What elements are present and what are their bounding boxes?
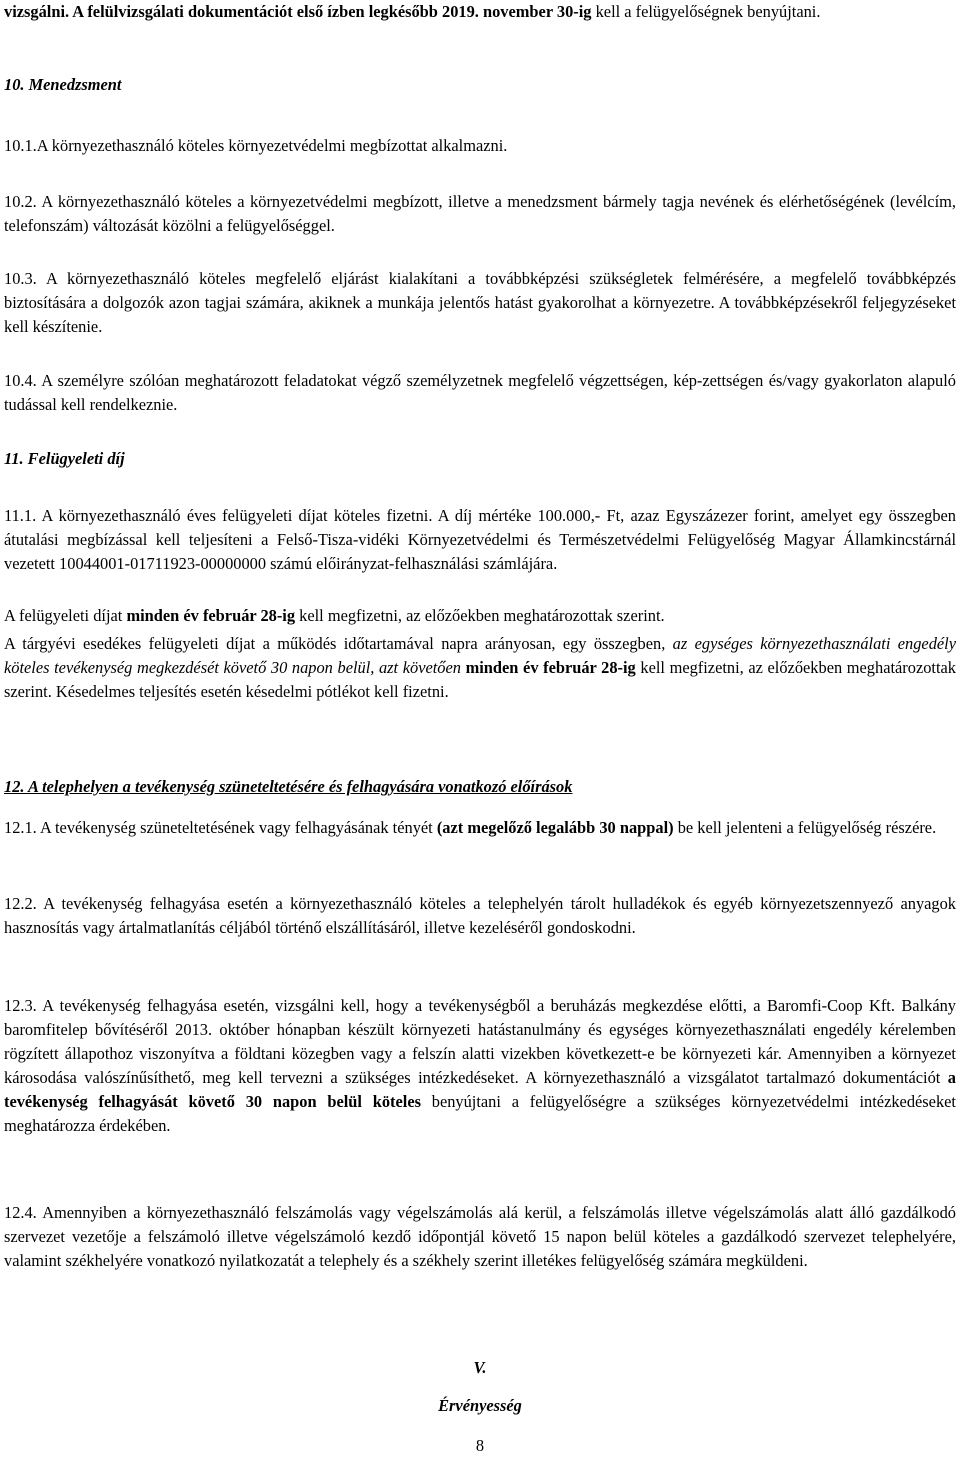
- fee-deadline-rest: kell megfizetni, az előzőekben meghatározottak szerint.: [295, 606, 665, 625]
- paragraph-10-4: 10.4. A személyre szólóan meghatározott feladatokat végző személyzetnek megfelelő végzettségen, kép-zettségen és/vagy gyakorlaton alapuló tudással kell rendelkeznie.: [4, 371, 956, 414]
- paragraph-10-3: 10.3. A környezethasználó köteles megfelelő eljárást kialakítani a továbbképzési szükségletek felmérésére, a megfelelő továbbképzés biztosítására a dolgozók azon tagjai számára, akiknek a munkája jelentős hatást gyakorolhat a környezetre. A továbbképzésekről feljegyzéseket kell készítenie.: [4, 269, 956, 336]
- paragraph-12-4: 12.4. Amennyiben a környezethasználó felszámolás vagy végelszámolás alá kerül, a felszámolás illetve végelszámolás alatt álló gazdálkodó szervezet vezetője a felszámoló illetve végelszámoló kezdő időpontjál követő 15 napon belül köteles a gazdálkodó szervezet telephelyére, valamint székhelyére vonatkozó nyilatkozatát a telephely és a székhely szerint illetékes felügyelőség számára megküldeni.: [4, 1203, 956, 1270]
- section-title: Érvényesség: [438, 1396, 522, 1415]
- paragraph-11-2: [4, 604, 956, 628]
- paragraph-review-deadline: [4, 0, 956, 24]
- suspension-rest: be kell jelenteni a felügyelőség részére.: [673, 818, 937, 837]
- heading-10: 10. Menedzsment: [4, 75, 122, 94]
- suspension-text: 12.1. A tevékenység szüneteltetésének vagy felhagyásának tényét: [4, 818, 437, 837]
- annual-fee-bold: minden év február 28-ig: [465, 658, 636, 677]
- cessation-bold: a tevékenység felhagyását követő 30 napon belül köteles: [4, 1068, 956, 1111]
- section-number: V.: [473, 1358, 487, 1377]
- paragraph-10-2: 10.2. A környezethasználó köteles a környezetvédelmi megbízott, illetve a menedzsment bármely tagja nevének és elérhetőségének (levélcím, telefonszám) változását közölni a felügyelőséggel.: [4, 192, 956, 235]
- annual-fee-rest: kell megfizetni, az előzőekben meghatározottak szerint. Késedelmes teljesítés esetén késedelmi pótlékot kell fizetni.: [4, 658, 957, 701]
- heading-12: 12. A telephelyen a tevékenység szüneteltetésére és felhagyására vonatkozó előírások: [4, 777, 573, 796]
- annual-fee-text: A tárgyévi esedékes felügyeleti díjat a működés időtartamával napra arányosan, egy összegben,: [4, 634, 673, 653]
- paragraph-12-2: 12.2. A tevékenység felhagyása esetén a környezethasználó köteles a telephelyén tárolt hulladékok és egyéb környezetszennyező anyagok hasznosítás vagy ártalmatlanítás céljából történő elszállításáról, illetve kezeléséről gondoskodni.: [4, 894, 956, 937]
- paragraph-12-1: [4, 816, 956, 840]
- paragraph-11-1: 11.1. A környezethasználó éves felügyeleti díjat köteles fizetni. A díj mértéke 100.000,- Ft, azaz Egyszázezer forint, amelyet egy összegben átutalási megbízással kell teljesíteni a Felső-Tisza-vidéki Környezetvédelmi és Természetvédelmi Felügyelőség Magyar Államkincstárnál vezetett 10044001-01711923-00000000 számú előirányzat-felhasználási számlájára.: [4, 506, 956, 573]
- cessation-text: 12.3. A tevékenység felhagyása esetén, vizsgálni kell, hogy a tevékenységből a beruházás megkezdése előtti, a Baromfi-Coop Kft. Balkány baromfitelep bővítéséről 2013. október hónapban készült környezeti hatástanulmány és egységes környezethasználati engedély kérelemben rögzített állapothoz viszonyítva a földtani közegben vagy a felszín alatti vizekben következett-e be környezeti kár. Amennyiben a környezet károsodása valószínűsíthető, meg kell tervezni a szükséges intézkedéseket. A környezethasználó a vizsgálatot tartalmazó dokumentációt: [4, 996, 956, 1087]
- fee-deadline-text: A felügyeleti díjat: [4, 606, 127, 625]
- annual-fee-italic: az egységes környezethasználati engedély köteles tevékenység megkezdését követő 30 napon belül, azt követően: [4, 634, 956, 677]
- cessation-rest: benyújtani a felügyelőségre a szükséges környezetvédelmi intézkedéseket meghatározza érdekében.: [4, 1092, 956, 1135]
- heading-11: 11. Felügyeleti díj: [4, 449, 125, 468]
- review-deadline-bold: vizsgálni. A felülvizsgálati dokumentációt első ízben legkésőbb 2019. november 30-ig: [4, 2, 592, 21]
- paragraph-11-3: [4, 632, 956, 704]
- paragraph-12-3: [4, 994, 956, 1138]
- paragraph-10-1: 10.1.A környezethasználó köteles környezetvédelmi megbízottat alkalmazni.: [4, 136, 508, 155]
- page-number: 8: [475, 1436, 485, 1455]
- suspension-bold: (azt megelőző legalább 30 nappal): [436, 818, 674, 837]
- fee-deadline-bold: minden év február 28-ig: [126, 606, 296, 625]
- review-deadline-rest: kell a felügyelőségnek benyújtani.: [591, 2, 821, 21]
